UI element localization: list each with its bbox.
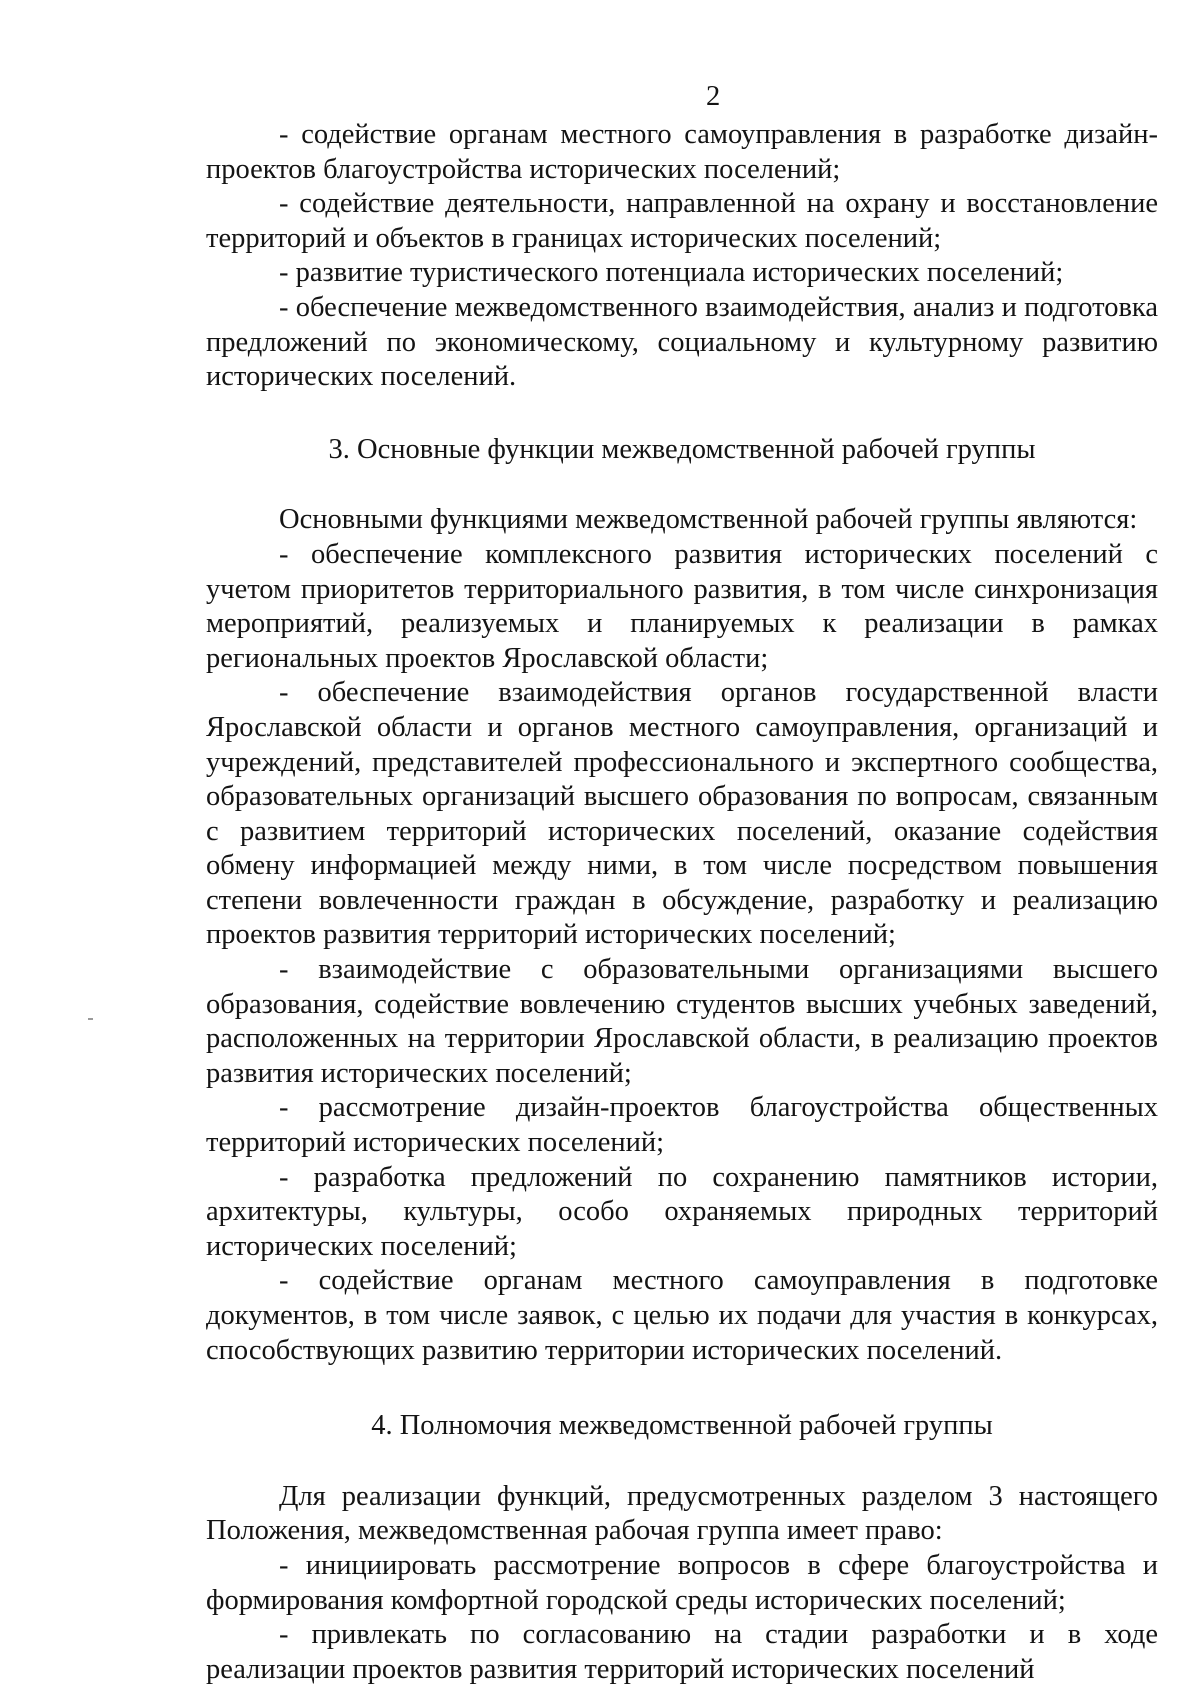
section-4-body [206,1480,1158,1688]
page-number-text: 2 [706,81,721,112]
list-item: - инициировать рассмотрение вопросов в сфере благоустройства и формирования комфортной городской среды исторических поселений; [206,1549,1158,1616]
list-item: - взаимодействие с образовательными организациями высшего образования, содействие вовлечению студентов высших учебных заведений, расположенных на территории Ярославской области, в реализацию проектов развития исторических поселений; [206,954,1158,1089]
section-3-body [206,503,1158,1368]
list-item: - содействие деятельности, направленной на охрану и восстановление территорий и объектов в границах исторических поселений; [206,188,1158,254]
section-3-intro: Основными функциями межведомственной рабочей группы являются: [279,504,1138,536]
list-item: - содействие органам местного самоуправления в разработке дизайн-проектов благоустройства исторических поселений; [206,119,1158,185]
section-4-heading: 4. Полномочия межведомственной рабочей группы [371,1410,993,1442]
intro-list [206,118,1158,395]
list-item: - обеспечение комплексного развития исторических поселений с учетом приоритетов территориального развития, в том числе синхронизация мероприятий, реализуемых и планируемых к реализации в рамках региональных проектов Ярославской области; [206,538,1158,674]
list-item: - обеспечение межведомственного взаимодействия, анализ и подготовка предложений по экономическому, социальному и культурному развитию исторических поселений. [206,291,1158,393]
list-item: - обеспечение взаимодействия органов государственной власти Ярославской области и органов местного самоуправления, организаций и учреждений, представителей профессионального и экспертного сообщества, образовательных организаций высшего образования по вопросам, связанным с развитием территорий исторических поселений, оказание содействия обмену информацией между ними, в том числе посредством повышения степени вовлеченности граждан в обсуждение, разработку и реализацию проектов развития территорий исторических поселений; [206,677,1158,951]
list-item: - разработка предложений по сохранению памятников истории, архитектуры, культуры, особо охраняемых природных территорий исторических поселений; [206,1161,1158,1262]
list-item: - содействие органам местного самоуправления в подготовке документов, в том числе заявок, с целью их подачи для участия в конкурсах, способствующих развитию территории исторических поселений. [206,1265,1158,1366]
page-number [206,80,1158,118]
list-item: - развитие туристического потенциала исторических поселений; [279,257,1064,289]
section-3-heading: 3. Основные функции межведомственной рабочей группы [328,433,1036,465]
list-item: - привлекать по согласованию на стадии разработки и в ходе реализации проектов развития территорий исторических поселений [206,1619,1158,1685]
section-4-intro: Для реализации функций, предусмотренных разделом 3 настоящего Положения, межведомственная рабочая группа имеет право: [206,1480,1158,1547]
list-item: - рассмотрение дизайн-проектов благоустройства общественных территорий исторических поселений; [206,1092,1158,1159]
document-page [206,80,1158,1687]
scan-artifact [88,1018,93,1020]
